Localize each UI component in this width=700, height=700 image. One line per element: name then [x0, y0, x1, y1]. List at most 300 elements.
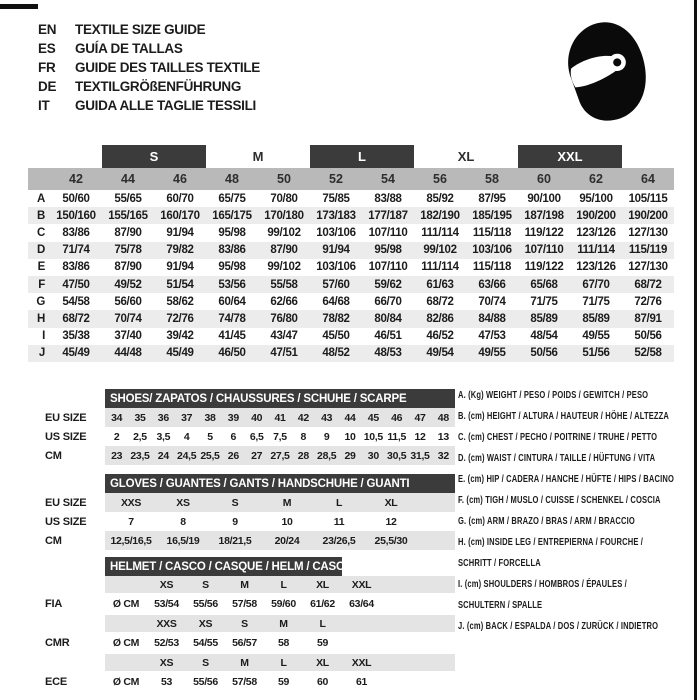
measurement-cell: 107/110 [524, 244, 564, 257]
shoes-row-label: EU SIZE [45, 411, 87, 424]
helmet-value-cell: 53 [160, 676, 173, 688]
measurement-cell: 82/86 [426, 312, 454, 325]
helmet-sizes-band [105, 615, 455, 632]
helmet-icon [560, 16, 656, 128]
gloves-size-table [45, 474, 455, 550]
shoes-value-cell: 30,5 [387, 449, 407, 462]
helmet-size-cell: M [240, 578, 249, 591]
measurement-cell: 71/75 [530, 295, 558, 308]
measurement-cell: 115/118 [472, 261, 512, 274]
measurement-cell: 85/92 [426, 192, 454, 205]
shoes-value-cell: 37 [181, 411, 193, 424]
helmet-values-band [105, 593, 455, 615]
helmet-sizes-row [45, 615, 455, 632]
shoes-value-cell: 27 [251, 449, 263, 462]
guide-title: TEXTILE SIZE GUIDE [75, 22, 206, 37]
gloves-value-cell: 25,5/30 [374, 534, 408, 547]
measurement-cell: 66/70 [374, 295, 402, 308]
measurement-cell: 83/86 [62, 261, 90, 274]
measurement-cell: 107/110 [368, 261, 408, 274]
gloves-row [45, 531, 455, 550]
gloves-table-title: GLOVES / GUANTES / GANTS / HANDSCHUHE / GUANTI [105, 474, 455, 493]
size-group-xl: XL [457, 149, 475, 164]
measurement-cell: 71/75 [582, 295, 610, 308]
measurement-cell: 155/165 [108, 209, 148, 222]
shoes-value-cell: 32 [437, 449, 449, 462]
legend-line: G. (cm) ARM / BRAZO / BRAS / ARM / BRACCIO [458, 515, 635, 527]
helmet-size-cell: XXL [351, 656, 372, 669]
gloves-value-cell: 8 [180, 515, 186, 528]
shoes-value-cell: 46 [391, 411, 403, 424]
numeric-size-cell: 52 [329, 172, 343, 186]
measurement-cell: 76/80 [270, 312, 298, 325]
gloves-value-cell: 12 [385, 515, 397, 528]
helmet-value-cell: 55/56 [193, 598, 218, 610]
size-group-spacer [28, 145, 102, 168]
measurement-cell: 165/175 [212, 209, 252, 222]
helmet-value-cell: 57/58 [232, 676, 257, 688]
measurement-cell: 44/48 [114, 347, 142, 360]
measurement-cell: 51/56 [582, 347, 610, 360]
diameter-unit-cell: Ø CM [112, 676, 140, 688]
measurement-cell: 47/53 [478, 330, 506, 343]
shoes-value-cell: 2 [113, 430, 120, 443]
shoes-values-band [105, 408, 455, 427]
guide-title: GUIDE DES TAILLES TEXTILE [75, 60, 261, 75]
numeric-size-cell: 44 [121, 172, 135, 186]
measurement-cell: 111/114 [421, 261, 459, 274]
measurement-cell: 160/170 [160, 209, 200, 222]
measurement-cell: 54/58 [62, 295, 90, 308]
measurement-cell: 50/56 [530, 347, 558, 360]
helmet-value-cell: 53/54 [154, 598, 179, 610]
language-row [38, 77, 260, 96]
gloves-row-label: CM [45, 534, 62, 547]
shoes-values-band [105, 446, 455, 465]
measurement-cell: 79/82 [166, 244, 194, 257]
measurement-cell: 50/60 [62, 192, 90, 205]
helmet-size-cell: XXS [156, 617, 177, 630]
measurement-cell: 185/195 [472, 209, 512, 222]
gloves-value-cell: XL [384, 496, 398, 509]
measurement-row [28, 224, 674, 241]
helmet-standard-row [45, 632, 455, 654]
measurement-cell: 62/66 [270, 295, 298, 308]
shoes-value-cell: 6 [230, 430, 237, 443]
legend-line: SCHRITT / FORCELLA [458, 557, 541, 569]
helmet-sizes-row [45, 654, 455, 671]
language-row [38, 20, 260, 39]
shoes-value-cell: 13 [437, 430, 449, 443]
legend-line: A. (Kg) WEIGHT / PESO / POIDS / GEWITCH / PESO [458, 389, 649, 401]
measurement-cell: 190/200 [576, 209, 616, 222]
helmet-value-cell: 56/57 [232, 637, 257, 649]
helmet-size-cell: L [280, 656, 287, 669]
helmet-size-cell: XS [159, 578, 174, 591]
shoes-value-cell: 41 [274, 411, 286, 424]
measurement-cell: 83/86 [218, 244, 246, 257]
shoes-value-cell: 10 [344, 430, 356, 443]
measurement-cell: 50/56 [634, 330, 662, 343]
helmet-size-cell: S [202, 656, 209, 669]
measurement-cell: 103/106 [316, 226, 356, 239]
measurement-cell: 52/58 [634, 347, 662, 360]
measurement-cell: 49/55 [582, 330, 610, 343]
measurement-cell: 68/72 [426, 295, 454, 308]
shoes-value-cell: 30 [367, 449, 379, 462]
top-border-line [0, 4, 38, 9]
measurement-cell: 95/98 [218, 261, 246, 274]
measurement-cell: 123/126 [576, 226, 616, 239]
shoes-value-cell: 38 [204, 411, 216, 424]
measurement-cell: 99/102 [423, 244, 457, 257]
measurement-cell: 71/74 [62, 244, 90, 257]
diameter-unit-cell: Ø CM [112, 598, 140, 610]
measurement-row [28, 190, 674, 207]
gloves-row-label: EU SIZE [45, 496, 87, 509]
measurement-row-label: D [36, 244, 45, 257]
measurement-cell: 99/102 [267, 226, 301, 239]
numeric-size-cell: 58 [485, 172, 499, 186]
language-title-list [38, 20, 260, 115]
gloves-value-cell: XS [176, 496, 190, 509]
measurement-cell: 105/115 [628, 192, 668, 205]
measurement-cell: 91/94 [322, 244, 350, 257]
guide-title: TEXTILGRÖßENFÜHRUNG [75, 79, 242, 94]
size-group-xxl: XXL [518, 145, 622, 168]
gloves-values-band [105, 512, 455, 531]
measurement-cell: 46/51 [374, 330, 402, 343]
gloves-values-band [105, 531, 455, 550]
helmet-value-cell: 54/55 [193, 637, 218, 649]
measurement-cell: 65/68 [530, 278, 558, 291]
legend-line: D. (cm) WAIST / CINTURA / TAILLE / HÜFTUNG / VITA [458, 452, 656, 464]
gloves-value-cell: 23/26,5 [322, 534, 356, 547]
helmet-size-cell: L [280, 578, 287, 591]
measurement-cell: 63/66 [478, 278, 506, 291]
measurement-cell: 45/49 [62, 347, 90, 360]
measurement-cell: 56/60 [114, 295, 142, 308]
helmet-values-band [105, 671, 455, 693]
helmet-value-cell: 59 [277, 676, 290, 688]
measurement-row-label: H [36, 312, 45, 325]
measurement-cell: 72/76 [634, 295, 662, 308]
helmet-standard-row [45, 671, 455, 693]
measurement-cell: 85/89 [530, 312, 558, 325]
measurement-cell: 60/64 [218, 295, 246, 308]
gloves-value-cell: L [335, 496, 343, 509]
measurement-cell: 55/58 [270, 278, 298, 291]
numeric-size-cell: 42 [69, 172, 83, 186]
gloves-value-cell: 18/21,5 [218, 534, 252, 547]
numeric-size-cell: 48 [225, 172, 239, 186]
helmet-standard-label: ECE [45, 676, 68, 688]
measurement-cell: 91/94 [166, 261, 194, 274]
helmet-value-cell: 59/60 [271, 598, 296, 610]
helmet-standard-label: FIA [45, 598, 63, 610]
measurement-row-label: I [42, 330, 45, 343]
numeric-size-cell: 50 [277, 172, 291, 186]
measurement-cell: 115/119 [628, 244, 668, 257]
helmet-standard-row [45, 593, 455, 615]
measurement-cell: 64/68 [322, 295, 350, 308]
measurement-row [28, 207, 674, 224]
numeric-size-cell: 54 [381, 172, 395, 186]
shoes-value-cell: 23 [111, 449, 123, 462]
shoes-value-cell: 47 [414, 411, 426, 424]
measurement-cell: 61/63 [426, 278, 454, 291]
shoes-value-cell: 28,5 [317, 449, 337, 462]
shoes-value-cell: 7,5 [273, 430, 287, 443]
numeric-size-cell: 60 [537, 172, 551, 186]
shoes-value-cell: 12 [414, 430, 426, 443]
helmet-sizes-band [105, 654, 455, 671]
measurement-cell: 48/54 [530, 330, 558, 343]
measurement-cell: 95/98 [218, 226, 246, 239]
measurement-cell: 67/70 [582, 278, 610, 291]
gloves-value-cell: 11 [333, 515, 345, 528]
helmet-size-cell: M [240, 656, 249, 669]
measurement-cell: 173/183 [316, 209, 356, 222]
numeric-size-cell: 46 [173, 172, 187, 186]
shoes-value-cell: 8 [300, 430, 307, 443]
shoes-table-title: SHOES/ ZAPATOS / CHAUSSURES / SCHUHE / SCARPE [105, 389, 455, 408]
legend-line: I. (cm) SHOULDERS / HOMBROS / ÉPAULES / [458, 578, 627, 590]
measurement-cell: 190/200 [628, 209, 668, 222]
legend-line: E. (cm) HIP / CADERA / HANCHE / HÜFTE / HIPS / BACINO [458, 473, 674, 485]
helmet-size-cell: L [319, 617, 326, 630]
measurement-cell: 103/106 [472, 244, 512, 257]
measurement-cell: 65/75 [218, 192, 246, 205]
measurement-cell: 37/40 [114, 330, 142, 343]
helmet-sizes-row [45, 576, 455, 593]
numeric-size-cell: 64 [641, 172, 655, 186]
clothing-size-table [28, 145, 674, 362]
measurement-cell: 47/50 [62, 278, 90, 291]
shoes-row [45, 446, 455, 465]
language-row [38, 96, 260, 115]
size-group-row [28, 145, 674, 168]
measurement-row-label: J [38, 347, 45, 360]
language-row [38, 39, 260, 58]
measurement-cell: 75/78 [114, 244, 142, 257]
helmet-value-cell: 59 [316, 637, 329, 649]
measurement-cell: 47/51 [270, 347, 298, 360]
shoes-value-cell: 34 [111, 411, 123, 424]
measurement-cell: 123/126 [576, 261, 616, 274]
shoes-value-cell: 43 [321, 411, 333, 424]
gloves-row [45, 512, 455, 531]
shoes-values-band [105, 427, 455, 446]
guide-title: GUIDA ALLE TAGLIE TESSILI [75, 98, 256, 113]
legend-line: J. (cm) BACK / ESPALDA / DOS / ZURÜCK / INDIETRO [458, 620, 659, 632]
measurement-cell: 45/50 [322, 330, 350, 343]
shoes-value-cell: 23,5 [130, 449, 150, 462]
diameter-unit-cell: Ø CM [112, 637, 140, 649]
measurement-cell: 57/60 [322, 278, 350, 291]
measurement-cell: 95/100 [579, 192, 613, 205]
helmet-value-cell: 58 [277, 637, 290, 649]
measurement-cell: 60/70 [166, 192, 194, 205]
measurement-cell: 49/54 [426, 347, 454, 360]
measurement-cell: 103/106 [316, 261, 356, 274]
shoes-value-cell: 4 [183, 430, 190, 443]
measurement-cell: 49/55 [478, 347, 506, 360]
gloves-value-cell: 16,5/19 [166, 534, 200, 547]
shoes-value-cell: 39 [227, 411, 239, 424]
shoes-value-cell: 25,5 [200, 449, 220, 462]
measurement-cell: 119/122 [524, 226, 564, 239]
shoes-value-cell: 5 [207, 430, 213, 443]
shoes-value-cell: 48 [437, 411, 449, 424]
helmet-size-cell: XL [316, 656, 329, 669]
shoes-value-cell: 31,5 [410, 449, 430, 462]
helmet-size-cell: S [241, 617, 248, 630]
measurement-cell: 177/187 [368, 209, 408, 222]
gloves-row-label: US SIZE [45, 515, 87, 528]
size-group-m: M [252, 149, 264, 164]
gloves-value-cell: 12,5/16,5 [110, 534, 152, 547]
helmet-size-cell: M [279, 617, 288, 630]
helmet-standard-label: CMR [45, 637, 70, 649]
shoes-value-cell: 9 [323, 430, 330, 443]
gloves-value-cell: 10 [281, 515, 293, 528]
measurement-cell: 127/130 [628, 261, 668, 274]
measurement-legend [458, 385, 700, 637]
measurement-cell: 95/98 [374, 244, 402, 257]
helmet-size-cell: XS [159, 656, 174, 669]
language-code: FR [38, 60, 56, 75]
shoes-row-label: CM [45, 449, 62, 462]
measurement-cell: 46/50 [218, 347, 246, 360]
numeric-size-cell: 62 [589, 172, 603, 186]
shoes-value-cell: 29 [344, 449, 356, 462]
helmet-value-cell: 61 [355, 676, 368, 688]
shoes-value-cell: 24,5 [177, 449, 197, 462]
helmet-table-rows [45, 576, 455, 693]
measurement-cell: 49/52 [114, 278, 142, 291]
measurement-cell: 41/45 [218, 330, 246, 343]
shoes-value-cell: 40 [251, 411, 263, 424]
helmet-size-cell: S [202, 578, 209, 591]
legend-line: C. (cm) CHEST / PECHO / POITRINE / TRUHE / PETTO [458, 431, 658, 443]
measurement-cell: 83/86 [62, 226, 90, 239]
measurement-cell: 182/190 [420, 209, 460, 222]
shoes-value-cell: 45 [367, 411, 379, 424]
numeric-size-cell: 56 [433, 172, 447, 186]
measurement-cell: 127/130 [628, 226, 668, 239]
legend-line: H. (cm) INSIDE LEG / ENTREPIERNA / FOURCHE / [458, 536, 643, 548]
measurement-cell: 170/180 [264, 209, 304, 222]
shoes-table-rows [45, 408, 455, 465]
shoes-value-cell: 42 [297, 411, 309, 424]
measurement-cell: 75/85 [322, 192, 350, 205]
language-code: DE [38, 79, 57, 94]
measurement-row [28, 276, 674, 293]
helmet-value-cell: 60 [316, 676, 329, 688]
measurement-cell: 87/90 [114, 226, 142, 239]
measurement-row-label: B [36, 209, 45, 222]
measurement-cell: 55/65 [114, 192, 142, 205]
measurement-cell: 68/72 [62, 312, 90, 325]
measurement-cell: 48/53 [374, 347, 402, 360]
legend-line: B. (cm) HEIGHT / ALTURA / HAUTEUR / HÖHE / ALTEZZA [458, 410, 670, 422]
guide-title: GUÍA DE TALLAS [75, 41, 183, 56]
gloves-value-cell: 7 [128, 515, 134, 528]
helmet-value-cell: 57/58 [232, 598, 257, 610]
measurement-cell: 84/88 [478, 312, 506, 325]
measurement-cell: 87/91 [634, 312, 662, 325]
helmet-size-cell: XS [198, 617, 213, 630]
helmet-sizes-band [105, 576, 455, 593]
measurement-row [28, 310, 674, 327]
shoes-value-cell: 11,5 [387, 430, 406, 443]
measurement-cell: 111/114 [577, 244, 615, 257]
measurement-row-label: G [36, 295, 45, 308]
gloves-value-cell: 20/24 [274, 534, 300, 547]
shoes-value-cell: 10,5 [363, 430, 383, 443]
measurement-cell: 115/118 [472, 226, 512, 239]
measurement-cell: 68/72 [634, 278, 662, 291]
helmet-values-band [105, 632, 455, 654]
shoes-value-cell: 27,5 [270, 449, 290, 462]
helmet-value-cell: 55/56 [193, 676, 218, 688]
measurement-row [28, 293, 674, 310]
measurement-cell: 48/52 [322, 347, 350, 360]
helmet-size-table [45, 557, 455, 693]
shoes-value-cell: 28 [297, 449, 309, 462]
measurement-cell: 111/114 [421, 226, 459, 239]
helmet-size-cell: XXL [351, 578, 372, 591]
measurement-cell: 91/94 [166, 226, 194, 239]
measurement-cell: 99/102 [267, 261, 301, 274]
measurement-cell: 53/56 [218, 278, 246, 291]
shoes-value-cell: 26 [227, 449, 239, 462]
measurement-cell: 87/95 [478, 192, 506, 205]
gloves-row [45, 493, 455, 512]
shoes-value-cell: 35 [134, 411, 146, 424]
measurement-row-label: E [37, 261, 45, 274]
measurement-cell: 72/76 [166, 312, 194, 325]
measurement-cell: 187/198 [524, 209, 564, 222]
helmet-value-cell: 61/62 [310, 598, 335, 610]
shoes-row-label: US SIZE [45, 430, 87, 443]
language-code: EN [38, 22, 57, 37]
helmet-size-cell: XL [316, 578, 329, 591]
measurement-cell: 119/122 [524, 261, 564, 274]
gloves-table-rows [45, 493, 455, 550]
measurement-cell: 35/38 [62, 330, 90, 343]
size-group-spacer [622, 145, 674, 168]
measurement-row [28, 328, 674, 345]
helmet-table-title: HELMET / CASCO / CASQUE / HELM / CASCO [105, 557, 342, 576]
gloves-value-cell: XXS [120, 496, 142, 509]
measurement-cell: 87/90 [270, 244, 298, 257]
shoes-value-cell: 24 [157, 449, 169, 462]
gloves-value-cell: S [231, 496, 239, 509]
measurement-row-label: A [36, 192, 45, 205]
measurement-cell: 58/62 [166, 295, 194, 308]
measurement-cell: 70/74 [114, 312, 142, 325]
measurement-cell: 107/110 [368, 226, 408, 239]
measurement-row-label: F [38, 278, 45, 291]
measurement-cell: 70/80 [270, 192, 298, 205]
measurement-cell: 74/78 [218, 312, 246, 325]
measurement-cell: 90/100 [527, 192, 561, 205]
size-group-s: S [102, 145, 206, 168]
measurement-cell: 59/62 [374, 278, 402, 291]
language-code: ES [38, 41, 56, 56]
